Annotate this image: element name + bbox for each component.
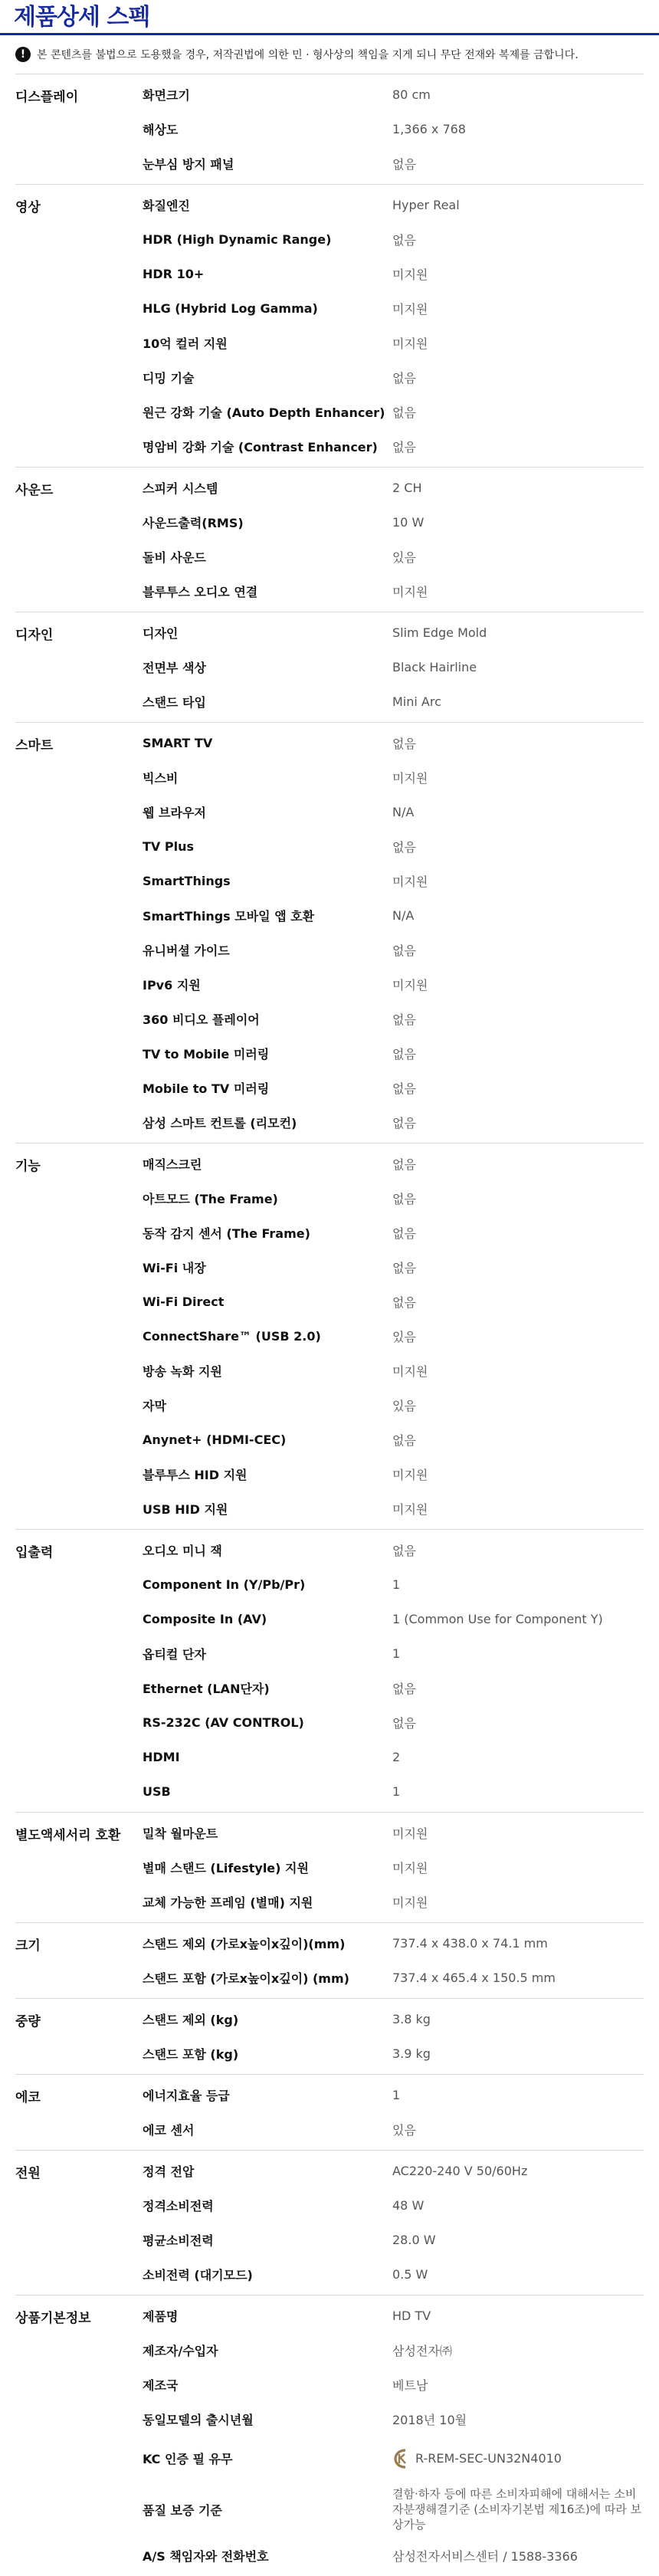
spec-label: KC 인증 필 유무 <box>143 2452 233 2466</box>
spec-label: 스탠드 포함 (가로x높이x깊이) (mm) <box>143 1971 349 1986</box>
spec-label: 품질 보증 기준 <box>143 2502 222 2518</box>
spec-label: 옵티컬 단자 <box>143 1647 206 1662</box>
spec-value: 없음 <box>392 405 416 420</box>
spec-row <box>143 1671 644 1705</box>
spec-value: 없음 <box>392 1682 416 1696</box>
spec-row <box>143 650 644 684</box>
spec-value: 없음 <box>392 233 416 248</box>
copyright-notice <box>0 35 659 74</box>
spec-label: 동일모델의 출시년월 <box>143 2413 254 2427</box>
spec-row <box>143 1850 644 1885</box>
spec-label: 정격소비전력 <box>143 2199 214 2213</box>
spec-value: 3.8 kg <box>392 2012 431 2026</box>
spec-label: Mobile to TV 미러링 <box>143 1081 270 1096</box>
spec-value: AC220-240 V 50/60Hz <box>392 2164 528 2178</box>
spec-label: 웹 브라우저 <box>143 806 206 820</box>
spec-row <box>143 2078 644 2112</box>
spec-label: 평균소비전력 <box>143 2233 214 2248</box>
section-category: 기능 <box>15 1159 41 1174</box>
spec-row <box>143 326 644 360</box>
spec-value: N/A <box>392 805 415 819</box>
spec-label: SMART TV <box>143 736 213 750</box>
section-rows <box>143 2299 644 2573</box>
spec-value: 없음 <box>392 1081 416 1096</box>
spec-row <box>143 540 644 574</box>
spec-value: 없음 <box>392 440 416 454</box>
spec-label: 눈부심 방지 패널 <box>143 157 234 172</box>
spec-row <box>143 1636 644 1671</box>
spec-label: 디자인 <box>143 626 179 641</box>
spec-row <box>143 1705 644 1740</box>
spec-value: 2 <box>392 1750 401 1764</box>
section-rows <box>143 726 644 1140</box>
spec-row <box>143 2257 644 2292</box>
spec-row <box>143 933 644 967</box>
spec-value: 28.0 W <box>392 2233 436 2247</box>
section-category: 입출력 <box>15 1545 54 1560</box>
spec-value: 없음 <box>392 1433 416 1448</box>
spec-value: 결함·하자 등에 따른 소비자피해에 대해서는 소비자분쟁해결기준 (소비자기본법 제16조)에 따라 보상가능 <box>392 2487 642 2532</box>
spec-row <box>143 1567 644 1602</box>
spec-row <box>143 1181 644 1216</box>
spec-label: 교체 가능한 프레임 (별매) 지원 <box>143 1895 313 1910</box>
spec-section <box>15 1998 644 2074</box>
spec-row <box>143 1036 644 1071</box>
spec-value: 737.4 x 438.0 x 74.1 mm <box>392 1936 548 1951</box>
spec-section <box>15 467 644 612</box>
spec-label: 블루투스 HID 지원 <box>143 1468 248 1482</box>
spec-section <box>15 2295 644 2576</box>
spec-section <box>15 722 644 1143</box>
spec-label: 전면부 색상 <box>143 661 206 675</box>
spec-label: TV Plus <box>143 839 194 854</box>
spec-label: 블루투스 오디오 연결 <box>143 585 258 599</box>
spec-row <box>143 898 644 933</box>
spec-label: Component In (Y/Pb/Pr) <box>143 1577 306 1592</box>
spec-row <box>143 726 644 760</box>
spec-value: 없음 <box>392 840 416 855</box>
spec-row <box>143 188 644 222</box>
spec-row <box>143 1250 644 1285</box>
spec-label: 디밍 기술 <box>143 371 195 386</box>
spec-label: 명암비 강화 기술 (Contrast Enhancer) <box>143 440 378 454</box>
spec-value: 없음 <box>392 1192 416 1206</box>
spec-label: 화질엔진 <box>143 199 190 213</box>
spec-value: HD TV <box>392 2309 431 2323</box>
spec-label: Composite In (AV) <box>143 1612 267 1626</box>
spec-label: 빅스비 <box>143 771 179 786</box>
spec-row <box>143 291 644 326</box>
spec-label: 소비전력 (대기모드) <box>143 2268 253 2282</box>
spec-row <box>143 967 644 1002</box>
spec-row <box>143 2188 644 2223</box>
spec-value: 없음 <box>392 737 416 751</box>
spec-value: 48 W <box>392 2198 425 2213</box>
spec-value: 1 (Common Use for Component Y) <box>392 1612 603 1626</box>
spec-value: 있음 <box>392 2123 416 2138</box>
spec-row <box>143 1885 644 1919</box>
section-rows <box>143 1926 644 1995</box>
spec-label: 사운드출력(RMS) <box>143 516 244 530</box>
spec-value: 미지원 <box>392 585 428 599</box>
spec-label: 오디오 미니 잭 <box>143 1544 222 1558</box>
spec-value: 없음 <box>392 1716 416 1731</box>
spec-section <box>15 74 644 184</box>
spec-table <box>0 74 659 2576</box>
spec-label: 화면크기 <box>143 88 190 103</box>
section-category: 전원 <box>15 2166 41 2181</box>
spec-value: 없음 <box>392 1012 416 1027</box>
spec-label: 삼성 스마트 컨트롤 (리모컨) <box>143 1116 297 1130</box>
section-category: 스마트 <box>15 738 54 753</box>
spec-row <box>143 1071 644 1105</box>
spec-value: 1 <box>392 1577 401 1592</box>
spec-label: SmartThings <box>143 874 231 888</box>
spec-value: 없음 <box>392 1544 416 1558</box>
spec-row <box>143 2154 644 2188</box>
spec-value: 없음 <box>392 1047 416 1062</box>
spec-row <box>143 829 644 864</box>
spec-row <box>143 1816 644 1850</box>
spec-row <box>143 615 644 650</box>
spec-label: 360 비디오 플레이어 <box>143 1012 260 1027</box>
spec-value: 1 <box>392 1784 401 1799</box>
spec-label: HLG (Hybrid Log Gamma) <box>143 301 318 316</box>
spec-label: A/S 책임자와 전화번호 <box>143 2549 269 2564</box>
spec-row <box>143 1457 644 1491</box>
spec-value: Black Hairline <box>392 660 477 674</box>
spec-row <box>143 2333 644 2368</box>
spec-value: Hyper Real <box>392 198 460 212</box>
spec-row <box>143 1740 644 1774</box>
spec-row <box>143 2002 644 2036</box>
spec-row <box>143 2223 644 2257</box>
spec-value: 0.5 W <box>392 2267 428 2282</box>
section-rows <box>143 188 644 464</box>
spec-label: 에코 센서 <box>143 2123 195 2138</box>
spec-value: 있음 <box>392 1330 416 1344</box>
spec-value: 미지원 <box>392 1502 428 1517</box>
spec-value: 미지원 <box>392 978 428 993</box>
spec-label: 정격 전압 <box>143 2164 195 2179</box>
spec-row <box>143 1105 644 1140</box>
spec-label: IPv6 지원 <box>143 978 201 993</box>
spec-label: 스탠드 타입 <box>143 695 206 710</box>
spec-value: 없음 <box>392 157 416 172</box>
spec-row <box>143 395 644 429</box>
spec-value: 없음 <box>392 1295 416 1310</box>
spec-label: 제품명 <box>143 2309 179 2324</box>
spec-section <box>15 2074 644 2150</box>
spec-label: RS-232C (AV CONTROL) <box>143 1715 304 1730</box>
section-rows <box>143 1533 644 1809</box>
spec-row <box>143 1491 644 1526</box>
spec-value: Slim Edge Mold <box>392 625 487 640</box>
section-category: 크기 <box>15 1938 41 1954</box>
spec-label: 별매 스탠드 (Lifestyle) 지원 <box>143 1861 309 1875</box>
spec-value: 없음 <box>392 1116 416 1130</box>
spec-label: TV to Mobile 미러링 <box>143 1047 270 1062</box>
spec-label: Ethernet (LAN단자) <box>143 1682 270 1696</box>
spec-row <box>143 1388 644 1423</box>
spec-label: 돌비 사운드 <box>143 550 206 565</box>
section-category: 상품기본정보 <box>15 2311 91 2326</box>
spec-section <box>15 1922 644 1998</box>
spec-row <box>143 1423 644 1457</box>
spec-row <box>143 795 644 829</box>
notice-text: 본 콘텐츠를 불법으로 도용했을 경우, 저작권법에 의한 민 · 형사상의 책임을 지게 되니 무단 전재와 복제를 금합니다. <box>37 49 579 61</box>
spec-value: 있음 <box>392 1399 416 1413</box>
spec-label: SmartThings 모바일 앱 호환 <box>143 909 315 924</box>
spec-row <box>143 77 644 112</box>
kc-certification-number: R-REM-SEC-UN32N4010 <box>415 2451 562 2466</box>
spec-label: 스탠드 포함 (kg) <box>143 2047 239 2062</box>
spec-value: 737.4 x 465.4 x 150.5 mm <box>392 1971 556 1985</box>
section-rows <box>143 2078 644 2147</box>
spec-label: Wi-Fi Direct <box>143 1295 225 1309</box>
spec-value: 1 <box>392 2088 401 2102</box>
spec-label: 10억 컬러 지원 <box>143 336 228 351</box>
spec-section <box>15 1529 644 1812</box>
spec-row <box>143 505 644 540</box>
spec-label: 해상도 <box>143 123 179 137</box>
spec-row <box>143 1285 644 1319</box>
spec-value: 2 CH <box>392 481 422 495</box>
spec-row <box>143 360 644 395</box>
spec-label: 스피커 시스템 <box>143 481 218 496</box>
spec-label: Wi-Fi 내장 <box>143 1261 206 1275</box>
page-header <box>0 0 659 35</box>
kc-value-wrap <box>392 2448 644 2469</box>
spec-row <box>143 2036 644 2071</box>
spec-row <box>143 1354 644 1388</box>
spec-label: USB HID 지원 <box>143 1502 228 1517</box>
spec-label: USB <box>143 1784 171 1799</box>
spec-value: 없음 <box>392 1226 416 1241</box>
spec-value: 있음 <box>392 550 416 565</box>
spec-row <box>143 760 644 795</box>
spec-row <box>143 1319 644 1354</box>
spec-value: 없음 <box>392 1261 416 1275</box>
spec-label: 스탠드 제외 (가로x높이x깊이)(mm) <box>143 1937 346 1951</box>
spec-row <box>143 1216 644 1250</box>
spec-section <box>15 184 644 467</box>
spec-label: 방송 녹화 지원 <box>143 1364 222 1379</box>
spec-label: Anynet+ (HDMI-CEC) <box>143 1432 287 1447</box>
spec-label: 자막 <box>143 1399 166 1413</box>
spec-value: 삼성전자㈜ <box>392 2344 452 2358</box>
spec-section <box>15 612 644 722</box>
spec-value: 3.9 kg <box>392 2046 431 2061</box>
section-category: 별도액세서리 호환 <box>15 1828 121 1843</box>
spec-row <box>143 2299 644 2333</box>
spec-section <box>15 2150 644 2295</box>
spec-label: 에너지효율 등급 <box>143 2089 230 2103</box>
spec-row <box>143 574 644 609</box>
spec-value: 미지원 <box>392 1364 428 1379</box>
spec-row <box>143 2402 644 2437</box>
spec-value: 없음 <box>392 943 416 958</box>
section-rows <box>143 1816 644 1919</box>
spec-value: 미지원 <box>392 336 428 351</box>
spec-value <box>392 2448 644 2469</box>
section-rows <box>143 615 644 719</box>
spec-row <box>143 1002 644 1036</box>
spec-value: 미지원 <box>392 1895 428 1910</box>
spec-row <box>143 864 644 898</box>
spec-row <box>143 684 644 719</box>
page-title: 제품상세 스펙 <box>14 4 150 31</box>
spec-section <box>15 1143 644 1529</box>
spec-value: N/A <box>392 908 415 923</box>
spec-value: 1,366 x 768 <box>392 122 466 136</box>
section-category: 사운드 <box>15 483 54 498</box>
spec-row <box>143 2437 644 2480</box>
spec-value: 10 W <box>392 515 425 530</box>
spec-row <box>143 2480 644 2538</box>
spec-label: 아트모드 (The Frame) <box>143 1192 278 1206</box>
spec-row <box>143 222 644 257</box>
section-category: 에코 <box>15 2090 41 2105</box>
spec-row <box>143 146 644 181</box>
exclamation-circle-icon: ! <box>15 47 31 62</box>
spec-label: 제조자/수입자 <box>143 2344 218 2358</box>
spec-value: 미지원 <box>392 1826 428 1841</box>
spec-value: 미지원 <box>392 875 428 889</box>
spec-value: 없음 <box>392 371 416 386</box>
spec-row <box>143 429 644 464</box>
section-rows <box>143 471 644 609</box>
spec-row <box>143 1602 644 1636</box>
spec-label: 유니버셜 가이드 <box>143 943 230 958</box>
spec-row <box>143 1926 644 1961</box>
spec-value: 미지원 <box>392 267 428 282</box>
spec-row <box>143 1961 644 1995</box>
spec-label: 스탠드 제외 (kg) <box>143 2013 239 2027</box>
spec-value: 삼성전자서비스센터 / 1588-3366 <box>392 2549 578 2564</box>
spec-value: Mini Arc <box>392 694 441 709</box>
spec-value: 2018년 10월 <box>392 2413 467 2427</box>
section-rows <box>143 77 644 181</box>
spec-row <box>143 257 644 291</box>
spec-label: 밀착 월마운트 <box>143 1826 218 1841</box>
spec-value: 없음 <box>392 1157 416 1172</box>
spec-label: ConnectShare™ (USB 2.0) <box>143 1329 321 1344</box>
spec-value: 1 <box>392 1646 401 1661</box>
section-rows <box>143 1147 644 1526</box>
spec-row <box>143 1774 644 1809</box>
section-category: 중량 <box>15 2014 41 2030</box>
spec-row <box>143 2538 644 2573</box>
spec-row <box>143 1533 644 1567</box>
section-rows <box>143 2154 644 2292</box>
spec-section <box>15 1812 644 1922</box>
spec-label: 동작 감지 센서 (The Frame) <box>143 1226 310 1241</box>
spec-value: 80 cm <box>392 87 431 102</box>
spec-value: 베트남 <box>392 2378 428 2393</box>
spec-row <box>143 2112 644 2147</box>
section-category: 디스플레이 <box>15 90 79 105</box>
spec-row <box>143 2368 644 2402</box>
spec-label: HDR 10+ <box>143 267 205 281</box>
spec-row <box>143 471 644 505</box>
spec-label: 매직스크린 <box>143 1157 202 1172</box>
spec-row <box>143 1147 644 1181</box>
spec-label: 제조국 <box>143 2378 179 2393</box>
section-category: 디자인 <box>15 628 54 643</box>
kc-certification-icon <box>392 2448 411 2469</box>
section-rows <box>143 2002 644 2071</box>
spec-value: 미지원 <box>392 302 428 317</box>
spec-value: 미지원 <box>392 1468 428 1482</box>
spec-value: 미지원 <box>392 771 428 786</box>
spec-label: HDR (High Dynamic Range) <box>143 232 332 247</box>
spec-label: 원근 강화 기술 (Auto Depth Enhancer) <box>143 405 385 420</box>
spec-row <box>143 112 644 146</box>
section-category: 영상 <box>15 200 41 215</box>
spec-value: 미지원 <box>392 1861 428 1875</box>
spec-label: HDMI <box>143 1750 180 1764</box>
